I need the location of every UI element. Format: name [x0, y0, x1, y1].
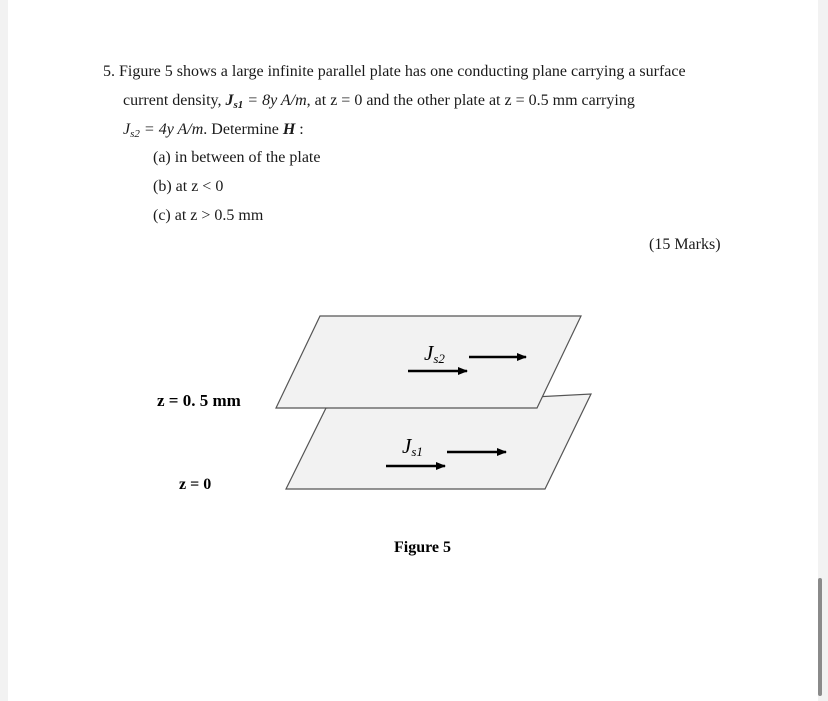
part-b: (b) at z < 0: [153, 178, 224, 195]
part-a: (a) in between of the plate: [153, 149, 321, 166]
question-number: 5.: [103, 63, 115, 80]
marks-label: (15 Marks): [649, 236, 721, 253]
question-text-line-2-rest: , at z = 0 and the other plate at z = 0.5 mm carrying: [306, 92, 635, 109]
js1-subscript: s1: [233, 99, 244, 111]
js2-equation: = 4y A/m: [139, 121, 204, 138]
question-text-line-3-rest: . Determine: [203, 121, 283, 138]
js1-equation: = 8y A/m: [243, 92, 307, 109]
js1-symbol: J: [225, 92, 234, 109]
part-c: (c) at z > 0.5 mm: [153, 207, 264, 224]
question-text-line-1: Figure 5 shows a large infinite parallel plate has one conducting plane carrying a surface: [119, 63, 686, 80]
h-symbol: H: [282, 121, 296, 138]
question-text-line-3-end: :: [295, 121, 304, 138]
z-bottom-label: z = 0: [179, 476, 212, 493]
figure-caption: Figure 5: [394, 539, 452, 556]
js2-subscript: s2: [130, 128, 140, 140]
js2-figure-label: Js2: [424, 341, 445, 366]
question-text-line-2-prefix: current density,: [123, 92, 226, 109]
js2-symbol: J: [123, 121, 131, 138]
js1-figure-label: Js1: [402, 434, 423, 459]
z-top-label: z = 0. 5 mm: [157, 391, 241, 410]
